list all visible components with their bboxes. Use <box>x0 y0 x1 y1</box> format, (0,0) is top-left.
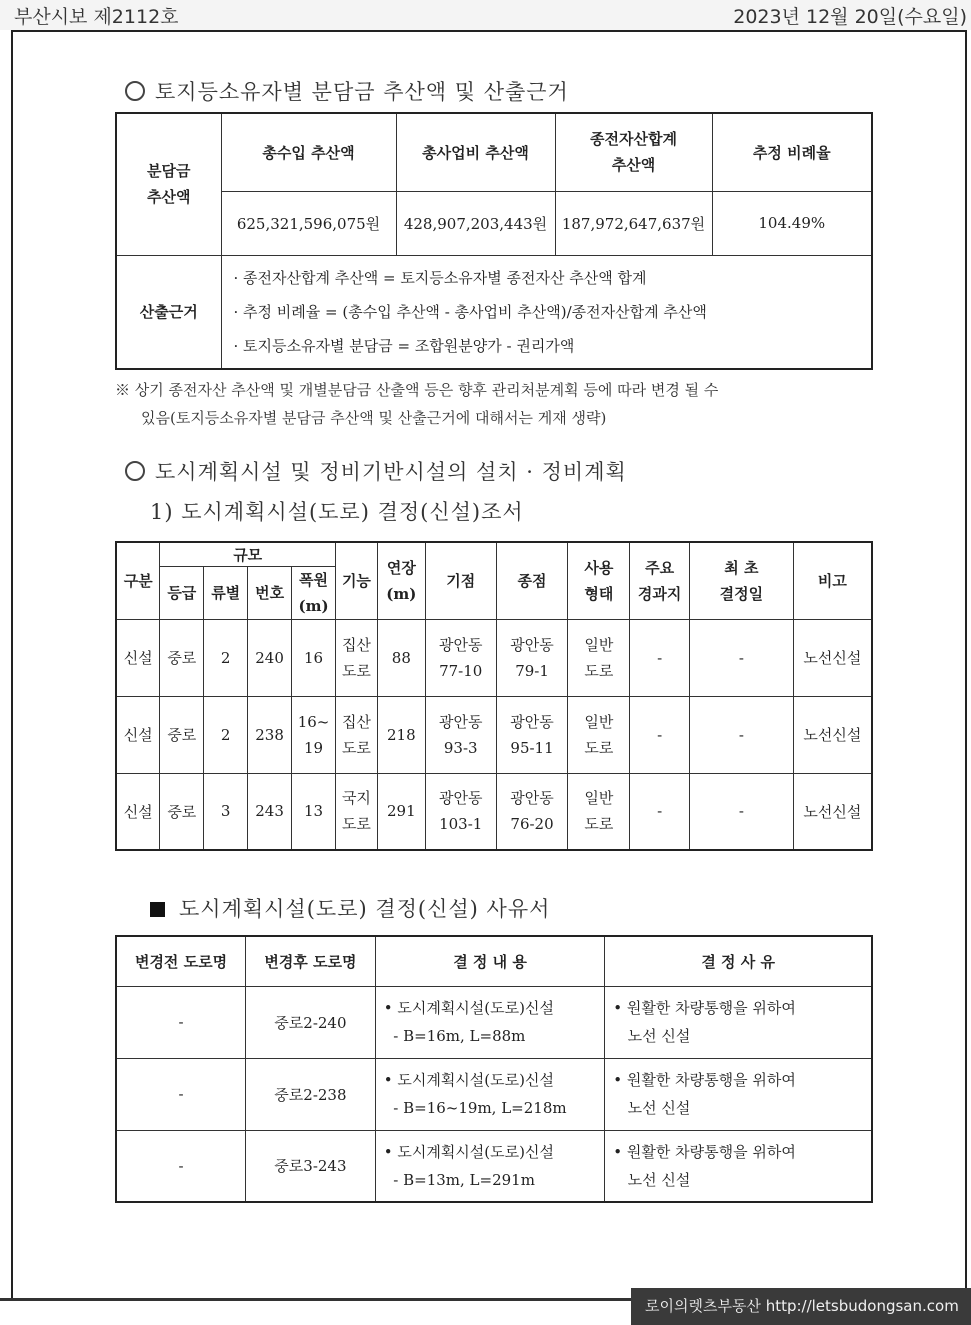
contribution-table <box>115 112 873 370</box>
section1-note <box>115 376 875 432</box>
cell-usage: 일반 도로 <box>568 696 630 773</box>
circle-bullet-icon <box>125 81 145 101</box>
h-number: 번호 <box>248 566 292 619</box>
cell-type: 2 <box>204 696 248 773</box>
cell-number: 243 <box>248 773 292 850</box>
h-end: 종점 <box>496 542 568 619</box>
section2-subtitle: 1) 도시계획시설(도로) 결정(신설)조서 <box>150 500 524 524</box>
col-income: 총수입 추산액 <box>221 113 396 191</box>
table-row <box>116 1130 872 1202</box>
h-reason: 결 정 사 유 <box>605 936 872 986</box>
cell-function: 국지 도로 <box>336 773 378 850</box>
section1-title: 토지등소유자별 분담금 추산액 및 산출근거 <box>125 76 569 106</box>
decision-reason-table <box>115 935 873 1203</box>
cell-length: 88 <box>377 619 425 696</box>
cell-before: - <box>116 1130 246 1202</box>
val-ratio: 104.49% <box>712 191 872 255</box>
cell-function: 집산 도로 <box>336 696 378 773</box>
h-grade: 등급 <box>160 566 204 619</box>
cell-after: 중로2-240 <box>246 986 376 1058</box>
table-row <box>116 619 872 696</box>
val-cost: 428,907,203,443원 <box>396 191 555 255</box>
h-via: 주요 경과지 <box>630 542 690 619</box>
cell-length: 291 <box>377 773 425 850</box>
row-label-amount: 분담금 추산액 <box>116 113 221 255</box>
gazette-issue: 부산시보 제2112호 <box>14 6 179 28</box>
cell-width: 13 <box>292 773 336 850</box>
cell-reason: • 원활한 차량통행을 위하여 노선 신설 <box>605 986 872 1058</box>
cell-before: - <box>116 1058 246 1130</box>
cell-type: 3 <box>204 773 248 850</box>
cell-first: - <box>690 619 794 696</box>
note-line-1: ※ 상기 종전자산 추산액 및 개별분담금 산출액 등은 향후 관리처분계획 등에 따라 변경 될 수 <box>115 381 719 399</box>
h-after: 변경후 도로명 <box>246 936 376 986</box>
col-cost: 총사업비 추산액 <box>396 113 555 191</box>
cell-before: - <box>116 986 246 1058</box>
cell-usage: 일반 도로 <box>568 619 630 696</box>
cell-reason: • 원활한 차량통행을 위하여 노선 신설 <box>605 1058 872 1130</box>
h-before: 변경전 도로명 <box>116 936 246 986</box>
cell-reason: • 원활한 차량통행을 위하여 노선 신설 <box>605 1130 872 1202</box>
cell-gubun: 신설 <box>116 619 160 696</box>
table-row <box>116 773 872 850</box>
h-scale: 규모 <box>160 542 336 566</box>
cell-end: 광안동 76-20 <box>496 773 568 850</box>
h-content: 결 정 내 용 <box>375 936 605 986</box>
table-row <box>116 986 872 1058</box>
cell-start: 광안동 93-3 <box>425 696 496 773</box>
cell-remark: 노선신설 <box>793 619 872 696</box>
val-asset: 187,972,647,637원 <box>555 191 712 255</box>
h-type: 류별 <box>204 566 248 619</box>
cell-content: • 도시계획시설(도로)신설 - B=13m, L=291m <box>375 1130 605 1202</box>
cell-start: 광안동 103-1 <box>425 773 496 850</box>
gazette-date: 2023년 12월 20일(수요일) <box>733 6 967 28</box>
table-row <box>116 696 872 773</box>
cell-grade: 중로 <box>160 696 204 773</box>
cell-first: - <box>690 696 794 773</box>
circle-bullet-icon <box>125 461 145 481</box>
road-decision-table <box>115 541 873 851</box>
cell-function: 집산 도로 <box>336 619 378 696</box>
table-row <box>116 1058 872 1130</box>
cell-after: 중로3-243 <box>246 1130 376 1202</box>
cell-first: - <box>690 773 794 850</box>
cell-via: - <box>630 773 690 850</box>
cell-remark: 노선신설 <box>793 696 872 773</box>
h-width: 폭원 (m) <box>292 566 336 619</box>
basis-line: · 토지등소유자별 분담금 = 조합원분양가 - 권리가액 <box>233 336 575 355</box>
site-watermark: 로이의렛츠부동산 http://letsbudongsan.com <box>631 1288 971 1325</box>
cell-content: • 도시계획시설(도로)신설 - B=16~19m, L=218m <box>375 1058 605 1130</box>
section3-title: 도시계획시설(도로) 결정(신설) 사유서 <box>150 893 550 923</box>
h-usage: 사용 형태 <box>568 542 630 619</box>
cell-gubun: 신설 <box>116 696 160 773</box>
h-length: 연장 (m) <box>377 542 425 619</box>
cell-start: 광안동 77-10 <box>425 619 496 696</box>
row-label-basis: 산출근거 <box>116 255 221 369</box>
h-remark: 비고 <box>793 542 872 619</box>
val-income: 625,321,596,075원 <box>221 191 396 255</box>
cell-type: 2 <box>204 619 248 696</box>
h-start: 기점 <box>425 542 496 619</box>
h-gubun: 구분 <box>116 542 160 619</box>
gazette-header <box>0 0 971 30</box>
cell-length: 218 <box>377 696 425 773</box>
note-line-2: 있음(토지등소유자별 분담금 추산액 및 산출근거에 대해서는 게재 생략) <box>141 409 607 427</box>
basis-lines <box>221 255 872 369</box>
cell-after: 중로2-238 <box>246 1058 376 1130</box>
h-function: 기능 <box>336 542 378 619</box>
basis-line: · 추정 비례율 = (총수입 추산액 - 총사업비 추산액)/종전자산합계 추산액 <box>233 302 707 321</box>
col-asset: 종전자산합계 추산액 <box>555 113 712 191</box>
cell-grade: 중로 <box>160 773 204 850</box>
cell-via: - <box>630 619 690 696</box>
basis-line: · 종전자산합계 추산액 = 토지등소유자별 종전자산 추산액 합계 <box>233 268 647 287</box>
cell-end: 광안동 95-11 <box>496 696 568 773</box>
cell-width: 16 <box>292 619 336 696</box>
cell-number: 240 <box>248 619 292 696</box>
col-ratio: 추정 비례율 <box>712 113 872 191</box>
cell-via: - <box>630 696 690 773</box>
cell-usage: 일반 도로 <box>568 773 630 850</box>
cell-remark: 노선신설 <box>793 773 872 850</box>
cell-gubun: 신설 <box>116 773 160 850</box>
cell-content: • 도시계획시설(도로)신설 - B=16m, L=88m <box>375 986 605 1058</box>
section2-title: 도시계획시설 및 정비기반시설의 설치 · 정비계획 <box>125 456 627 486</box>
cell-width: 16~ 19 <box>292 696 336 773</box>
square-bullet-icon <box>150 902 165 917</box>
cell-number: 238 <box>248 696 292 773</box>
cell-grade: 중로 <box>160 619 204 696</box>
cell-end: 광안동 79-1 <box>496 619 568 696</box>
h-first: 최 초 결정일 <box>690 542 794 619</box>
